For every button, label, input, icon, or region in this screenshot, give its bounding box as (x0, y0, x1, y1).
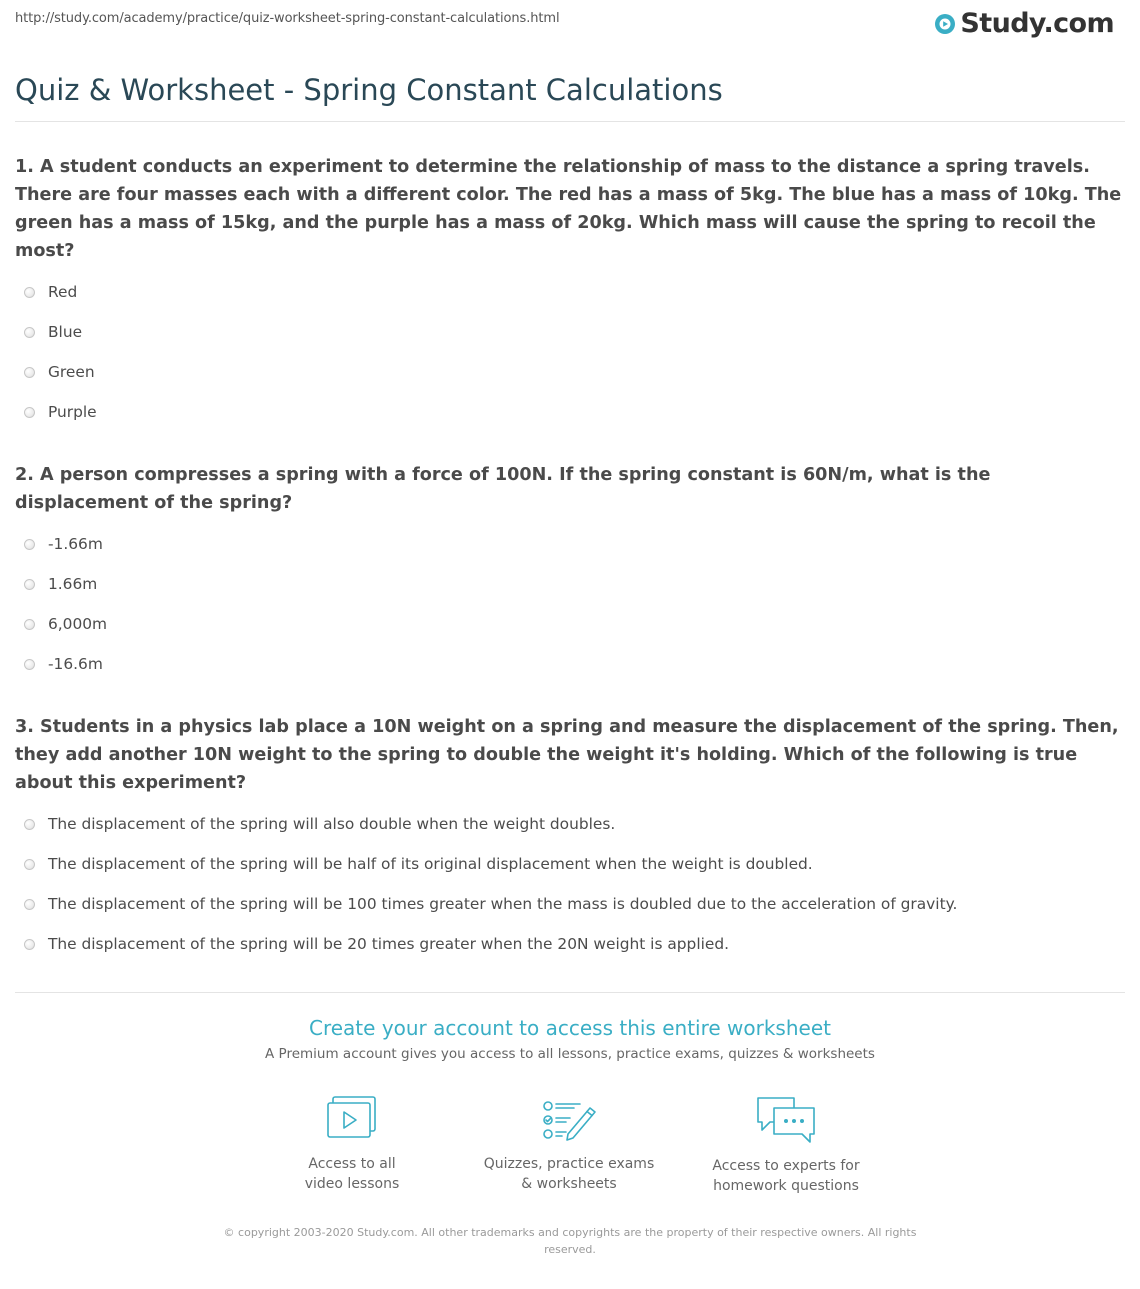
option-label: -1.66m (48, 535, 103, 553)
option-label: Red (48, 283, 78, 301)
option-label: The displacement of the spring will also double when the weight doubles. (48, 815, 616, 833)
radio-button[interactable] (24, 659, 35, 670)
question-1-option-4[interactable] (24, 400, 97, 424)
feature-experts (686, 1094, 886, 1196)
radio-button[interactable] (24, 367, 35, 378)
question-3-option-2[interactable] (24, 852, 813, 876)
question-1-option-3[interactable] (24, 360, 95, 384)
study-logo[interactable] (934, 6, 1114, 42)
option-label: 1.66m (48, 575, 98, 593)
radio-button[interactable] (24, 407, 35, 418)
radio-button[interactable] (24, 939, 35, 950)
title-divider (15, 121, 1125, 122)
option-label: Purple (48, 403, 97, 421)
question-3-text: 3. Students in a physics lab place a 10N weight on a spring and measure the displacement of the spring. Then, they add another 10N weight to the spring to double the weight it's holding. Which of the following is true about this experiment? (15, 717, 1119, 793)
feature-video-lessons (252, 1094, 452, 1194)
play-circle-icon (934, 13, 956, 35)
logo-text: Study.com (960, 8, 1114, 39)
question-3-option-4[interactable] (24, 932, 729, 956)
question-1-option-2[interactable] (24, 320, 82, 344)
question-3-option-1[interactable] (24, 812, 615, 836)
question-3-option-3[interactable] (24, 892, 957, 916)
option-label: The displacement of the spring will be half of its original displacement when the weight is doubled. (48, 855, 813, 873)
feature-label-line-2: & worksheets (521, 1176, 617, 1192)
quiz-checklist-icon (540, 1094, 598, 1144)
cta-divider (15, 992, 1125, 993)
chat-bubbles-icon (754, 1094, 818, 1146)
radio-button[interactable] (24, 539, 35, 550)
option-label: The displacement of the spring will be 20 times greater when the 20N weight is applied. (48, 935, 730, 953)
radio-button[interactable] (24, 579, 35, 590)
option-label: Blue (48, 323, 83, 341)
premium-description: A Premium account gives you access to all lessons, practice exams, quizzes & worksheets (265, 1046, 875, 1062)
feature-label-line-1: Access to experts for (712, 1158, 860, 1174)
question-2-option-3[interactable] (24, 612, 107, 636)
feature-quizzes (469, 1094, 669, 1194)
question-2-option-2[interactable] (24, 572, 97, 596)
page-title: Quiz & Worksheet - Spring Constant Calculations (15, 73, 723, 107)
create-account-link[interactable]: Create your account to access this entire worksheet (309, 1016, 831, 1040)
copyright-notice: © copyright 2003-2020 Study.com. All other trademarks and copyrights are the property of their respective owners. All rights reserved. (223, 1226, 917, 1256)
feature-label-line-2: video lessons (304, 1176, 400, 1192)
radio-button[interactable] (24, 287, 35, 298)
question-2-option-1[interactable] (24, 532, 103, 556)
radio-button[interactable] (24, 819, 35, 830)
video-lessons-icon (325, 1094, 379, 1144)
page-url: http://study.com/academy/practice/quiz-worksheet-spring-constant-calculations.html (15, 11, 560, 26)
option-label: -16.6m (48, 655, 103, 673)
feature-label-line-2: homework questions (713, 1178, 859, 1194)
feature-label-line-1: Access to all (308, 1156, 396, 1172)
radio-button[interactable] (24, 327, 35, 338)
question-1-option-1[interactable] (24, 280, 77, 304)
feature-label-line-1: Quizzes, practice exams (483, 1156, 655, 1172)
option-label: Green (48, 363, 95, 381)
radio-button[interactable] (24, 899, 35, 910)
question-2-option-4[interactable] (24, 652, 103, 676)
radio-button[interactable] (24, 619, 35, 630)
option-label: The displacement of the spring will be 100 times greater when the mass is doubled due to the acceleration of gravity. (48, 895, 958, 913)
option-label: 6,000m (48, 615, 108, 633)
question-1-text: 1. A student conducts an experiment to determine the relationship of mass to the distance a spring travels. There are four masses each with a different color. The red has a mass of 5kg. The blue has a mass of 10kg. The green has a mass of 15kg, and the purple has a mass of 20kg. Which mass will cause the spring to recoil the most? (15, 157, 1122, 261)
radio-button[interactable] (24, 859, 35, 870)
question-2-text: 2. A person compresses a spring with a force of 100N. If the spring constant is 60N/m, what is the displacement of the spring? (15, 465, 991, 513)
